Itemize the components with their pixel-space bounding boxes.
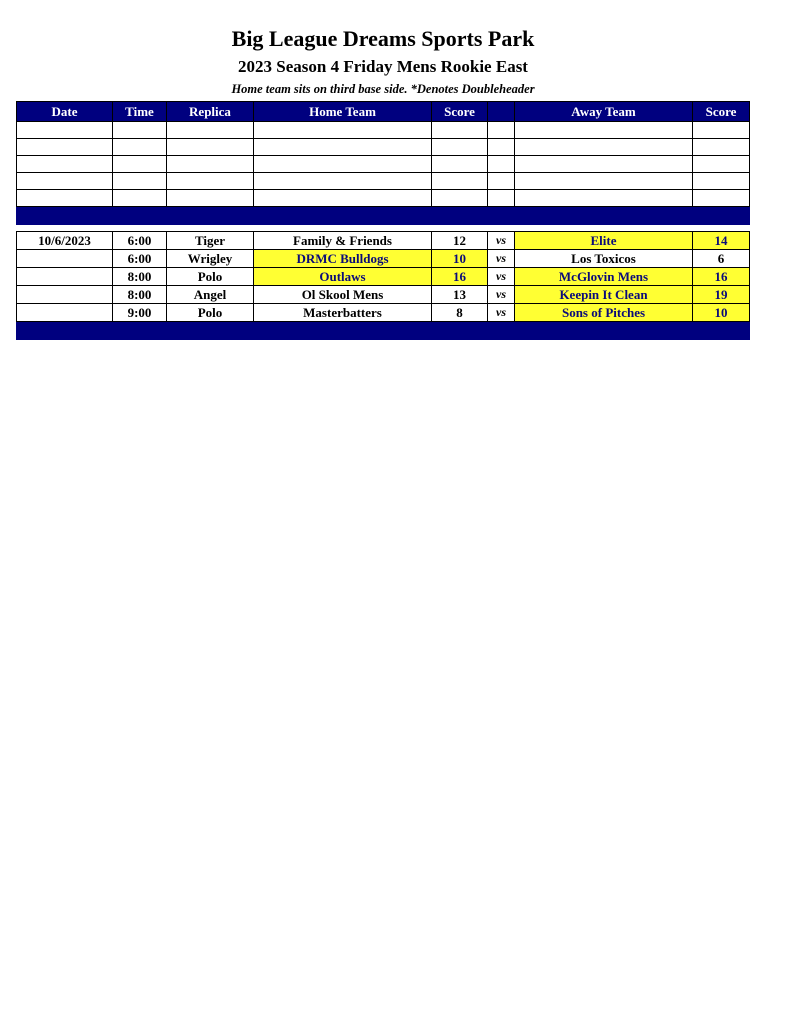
divider-band [17, 322, 750, 340]
page-subtitle: 2023 Season 4 Friday Mens Rookie East [238, 57, 528, 76]
home-score-cell: 12 [432, 232, 488, 250]
page-title: Big League Dreams Sports Park [231, 26, 535, 51]
home-team-cell: Masterbatters [254, 304, 432, 322]
col-header-home-team: Home Team [254, 102, 432, 122]
game-row [17, 304, 750, 322]
time-cell: 6:00 [113, 232, 167, 250]
home-score-cell: 8 [432, 304, 488, 322]
time-cell: 8:00 [113, 268, 167, 286]
empty-row [17, 173, 750, 190]
home-team-cell: Ol Skool Mens [254, 286, 432, 304]
game-row [17, 268, 750, 286]
vs-label: vs [488, 232, 515, 250]
away-score-cell: 19 [693, 286, 750, 304]
col-header-time: Time [113, 102, 167, 122]
vs-label: vs [488, 268, 515, 286]
time-cell: 6:00 [113, 250, 167, 268]
empty-row [17, 122, 750, 139]
col-header-vs [488, 102, 515, 122]
date-cell [17, 250, 113, 268]
away-team-cell: Sons of Pitches [515, 304, 693, 322]
empty-row [17, 139, 750, 156]
schedule-table [16, 101, 750, 340]
col-header-home-score: Score [432, 102, 488, 122]
vs-label: vs [488, 250, 515, 268]
replica-cell: Tiger [167, 232, 254, 250]
header-row [17, 102, 750, 122]
vs-label: vs [488, 304, 515, 322]
away-score-cell: 6 [693, 250, 750, 268]
col-header-away-team: Away Team [515, 102, 693, 122]
game-row [17, 232, 750, 250]
vs-label: vs [488, 286, 515, 304]
time-cell: 9:00 [113, 304, 167, 322]
home-team-cell: Outlaws [254, 268, 432, 286]
away-team-cell: Elite [515, 232, 693, 250]
replica-cell: Polo [167, 268, 254, 286]
home-score-cell: 16 [432, 268, 488, 286]
home-score-cell: 13 [432, 286, 488, 304]
replica-cell: Polo [167, 304, 254, 322]
home-team-cell: Family & Friends [254, 232, 432, 250]
col-header-away-score: Score [693, 102, 750, 122]
date-cell: 10/6/2023 [17, 232, 113, 250]
col-header-replica: Replica [167, 102, 254, 122]
date-cell [17, 304, 113, 322]
game-row [17, 286, 750, 304]
away-team-cell: Los Toxicos [515, 250, 693, 268]
away-team-cell: McGlovin Mens [515, 268, 693, 286]
divider-band [17, 207, 750, 225]
home-team-cell: DRMC Bulldogs [254, 250, 432, 268]
away-score-cell: 16 [693, 268, 750, 286]
date-cell [17, 286, 113, 304]
replica-cell: Angel [167, 286, 254, 304]
empty-row [17, 156, 750, 173]
spacer-row [17, 225, 750, 232]
time-cell: 8:00 [113, 286, 167, 304]
home-score-cell: 10 [432, 250, 488, 268]
away-team-cell: Keepin It Clean [515, 286, 693, 304]
away-score-cell: 14 [693, 232, 750, 250]
away-score-cell: 10 [693, 304, 750, 322]
col-header-date: Date [17, 102, 113, 122]
empty-row [17, 190, 750, 207]
replica-cell: Wrigley [167, 250, 254, 268]
schedule-note: Home team sits on third base side. *Denotes Doubleheader [231, 82, 535, 96]
date-cell [17, 268, 113, 286]
game-row [17, 250, 750, 268]
